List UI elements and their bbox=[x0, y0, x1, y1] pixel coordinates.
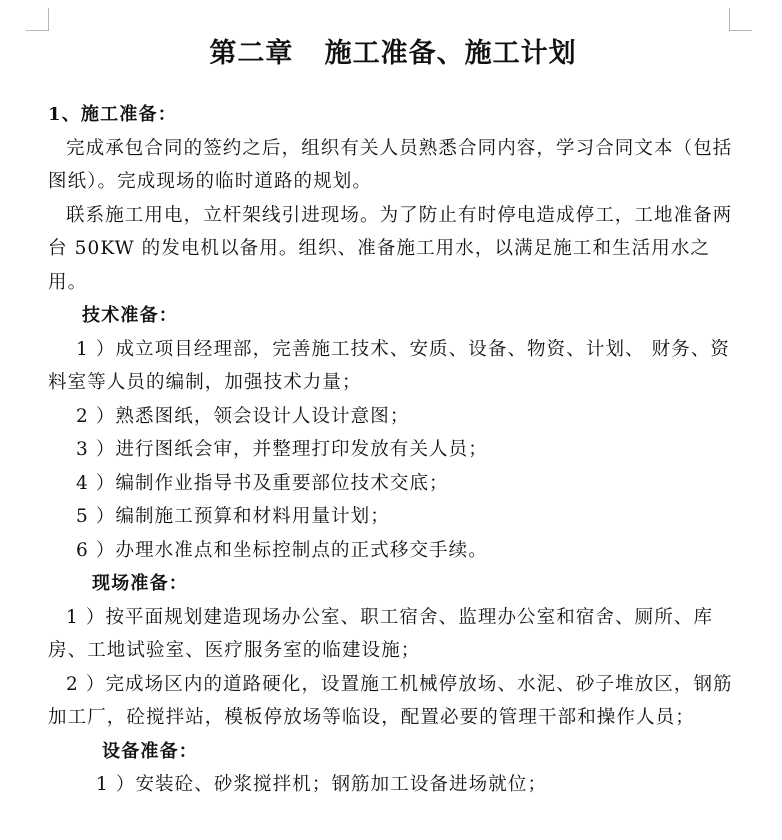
list-item-tech-6: 6 ）办理水准点和坐标控制点的正式移交手续。 bbox=[76, 539, 488, 561]
subheading-equipment-prep: 设备准备： bbox=[102, 740, 198, 762]
list-item-tech-5: 5 ）编制施工预算和材料用量计划； bbox=[76, 506, 390, 527]
subheading-site-prep: 现场准备： bbox=[92, 573, 188, 594]
list-item-site-1: 1 ）按平面规划建造现场办公室、职工宿舍、监理办公室和宿舍、厕所、库房、工地试验室、医疗服务室的临建设施； bbox=[48, 606, 714, 661]
crop-mark-top-right bbox=[729, 8, 752, 31]
subheading-technical-prep: 技术准备： bbox=[82, 305, 178, 326]
list-item-tech-3: 3 ）进行图纸会审，并整理打印发放有关人员； bbox=[76, 439, 488, 460]
list-item-equipment-1: 1 ）安装砼、砂浆搅拌机；钢筋加工设备进场就位； bbox=[96, 774, 548, 795]
page-content bbox=[48, 34, 738, 802]
paragraph-contract: 完成承包合同的签约之后，组织有关人员熟悉合同内容，学习合同文本（包括图纸）。完成现场的临时道路的规划。 bbox=[48, 137, 733, 192]
list-item-tech-4: 4 ）编制作业指导书及重要部位技术交底； bbox=[76, 472, 449, 494]
list-item-site-2: 2 ）完成场区内的道路硬化，设置施工机械停放场、水泥、砂子堆放区，钢筋加工厂，砼搅拌站，模板停放场等临设，配置必要的管理干部和操作人员； bbox=[48, 673, 733, 728]
list-item-tech-2: 2 ）熟悉图纸，领会设计人设计意图； bbox=[76, 405, 410, 427]
list-item-tech-1: 1 ）成立项目经理部，完善施工技术、安质、设备、物资、计划、 财务、资料室等人员的编制，加强技术力量； bbox=[48, 338, 731, 393]
paragraph-power-water: 联系施工用电，立杆架线引进现场。为了防止有时停电造成停工，工地准备两台 50KW 的发电机以备用。组织、准备施工用水，以满足施工和生活用水之用。 bbox=[48, 204, 733, 293]
page-title: 第二章 施工准备、施工计划 bbox=[209, 38, 577, 69]
crop-mark-top-left bbox=[26, 8, 49, 31]
section-heading-construction-prep: 1、施工准备： bbox=[48, 104, 177, 125]
